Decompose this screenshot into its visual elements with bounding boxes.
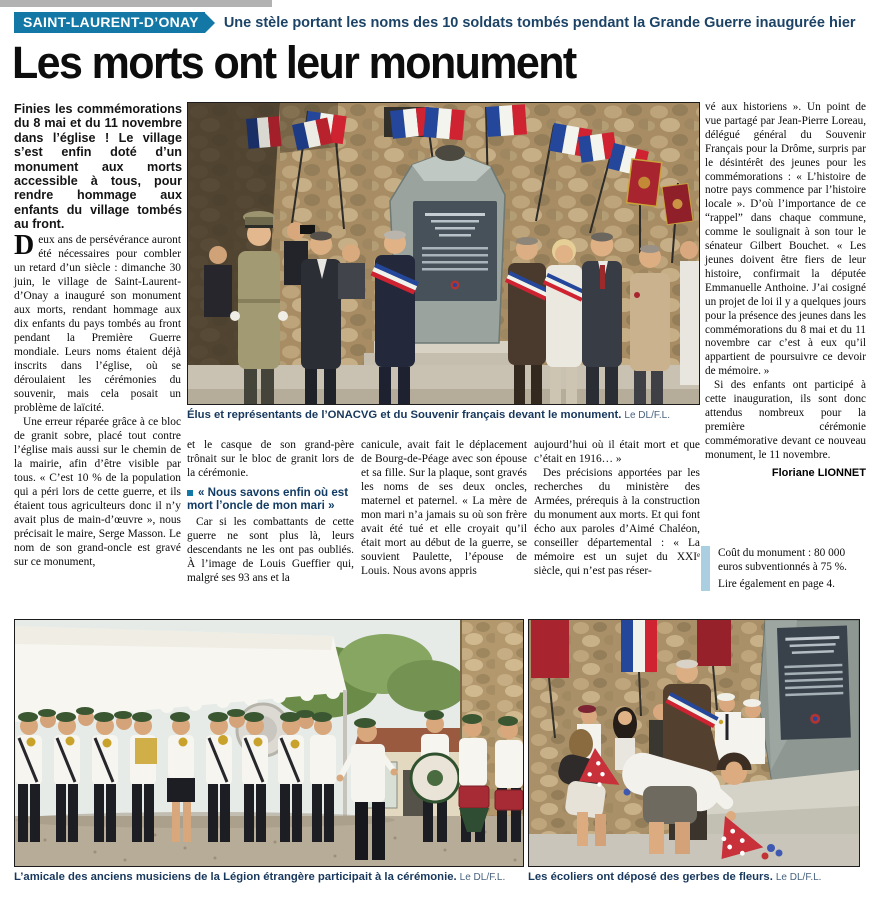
paragraph: aujourd’hui où il était mort et que c’était en 1916… »	[534, 439, 700, 465]
article-column-5	[705, 101, 866, 480]
band-photo	[14, 619, 524, 867]
info-box	[701, 546, 868, 591]
photo-credit: Le DL/F.L.	[459, 872, 506, 883]
paragraph: Deux ans de persévérance auront été nécessaires pour combler un retard d’un siècle : dimanche 30 juin, le village de Saint-Laurent-d’Onay a inauguré son monument aux morts, rendant hommage aux dix enfants du pays tombés au front pendant la Première Guerre mondiale. Leurs noms étaient déjà inscrits dans l’église, où se déroulaient les cérémonies du souvenir, mais cela posait un problème de laïcité.	[14, 230, 181, 414]
band-photo-illustration	[15, 620, 523, 866]
article-column-2	[187, 438, 354, 585]
subheading: « Nous savons enfin où est mort l’oncle de mon mari »	[187, 486, 349, 512]
article-column-1	[14, 230, 181, 569]
photo-credit: Le DL/F.L.	[775, 872, 822, 883]
info-box-line: Lire également en page 4.	[718, 578, 835, 590]
photo-credit: Le DL/F.L.	[624, 410, 670, 421]
kicker-text: Une stèle portant les noms des 10 soldats tombés pendant la Grande Guerre inaugurée hier	[223, 14, 856, 31]
paragraph: Car si les combattants de cette guerre ne sont plus là, leurs descendants ne les ont pas oubliés. À l’image de Louis Gueffier qui, malgré ses 93 ans et la	[187, 516, 354, 584]
main-photo-caption	[187, 409, 700, 421]
paragraph: Si des enfants ont participé à cette inauguration, ils sont donc attendus nombreux pour la première cérémonie commémorative devant ce nouveau monument, le 11 novembre.	[705, 379, 866, 461]
caption-text: Élus et représentants de l’ONACVG et du Souvenir français devant le monument.	[187, 409, 622, 421]
paragraph: vé aux historiens ». Un point de vue partagé par Jean-Pierre Loreau, délégué général du Souvenir Français pour la Drôme, surpris par le désintérêt des jeunes pour les commémorations : « L’histoire de notre pays commence par l’histoire locale ». D’où l’importance de ce “rappel” dans chaque commune, comme le soulignait à son tour le sénateur Gilbert Bouchet. « Les jeunes doivent être fiers de leur histoire, confirmait la députée Emmanuelle Anthoine. J’ai cosigné un projet de loi il y a quelques jours pour la présence des jeunes dans les commémorations du 8 mai et du 11 novembre car c’est à eux qu’il appartient de poursuivre ce devoir de mémoire. »	[705, 101, 866, 378]
flowers-photo-caption	[528, 871, 876, 883]
subhead-bullet-icon	[187, 490, 193, 496]
paragraph: et le casque de son grand-père trônait sur le bloc de granit lors de la cérémonie.	[187, 439, 354, 479]
lead-paragraph: Finies les commémorations du 8 mai et du 11 novembre dans l’église ! Le village s’est enfin doté d’un monument aux morts accessible à tous, pour rendre hommage aux enfants du village tombés au front.	[14, 102, 182, 232]
paragraph: Une erreur réparée grâce à ce bloc de granit sobre, placé tout contre l’église mais aussi sur le chemin de la mairie, afin d’être visible par tous. « C’est 10 % de la population qui a péri lors de cette guerre, et ils étaient tous agriculteurs donc il n’y avait plus de main-d’œuvre », nous précisait le maire, Serge Masson. Le nom de son grand-oncle est gravé sur ce monument,	[14, 416, 181, 568]
main-photo-illustration	[188, 103, 699, 404]
article-column-4	[534, 438, 700, 578]
paragraph: canicule, avait fait le déplacement de Bourg-de-Péage avec son épouse et sa fille. Sur la plaque, sont gravés les noms de ses deux oncles, maternel et paternel. « La mère de mon mari n’a jamais su où son frère avait été tué et elle croyait qu’il était mort au début de la guerre, se souvient Paulette, l’épouse de Louis. Nous avons appris	[361, 439, 527, 577]
page-title: Les morts ont leur monument	[12, 38, 576, 89]
scan-edge-strip	[0, 0, 272, 7]
flowers-photo	[528, 619, 860, 867]
drop-cap: D	[14, 230, 35, 261]
kicker	[14, 12, 856, 33]
band-photo-caption	[14, 871, 524, 883]
caption-text: Les écoliers ont déposé des gerbes de fleurs.	[528, 871, 773, 883]
byline: Floriane LIONNET	[771, 466, 866, 479]
location-badge: SAINT-LAURENT-D’ONAY	[14, 12, 205, 33]
info-box-line: Coût du monument : 80 000 euros subventionnés à 75 %.	[718, 547, 847, 573]
caption-text: L’amicale des anciens musiciens de la Légion étrangère participait à la cérémonie.	[14, 871, 457, 883]
flowers-photo-illustration	[529, 620, 859, 866]
paragraph: Des précisions apportées par les recherches du ministère des Armées, prérequis à la construction du monument aux morts. Et qui font écho aux paroles d’Aimé Chaléon, conseiller départemental : « La mémoire est un sujet du XXIᵉ siècle, qui n’est pas réser-	[534, 467, 700, 577]
main-photo	[187, 102, 700, 405]
article-column-3	[361, 438, 527, 578]
badge-arrow-icon	[205, 13, 215, 33]
